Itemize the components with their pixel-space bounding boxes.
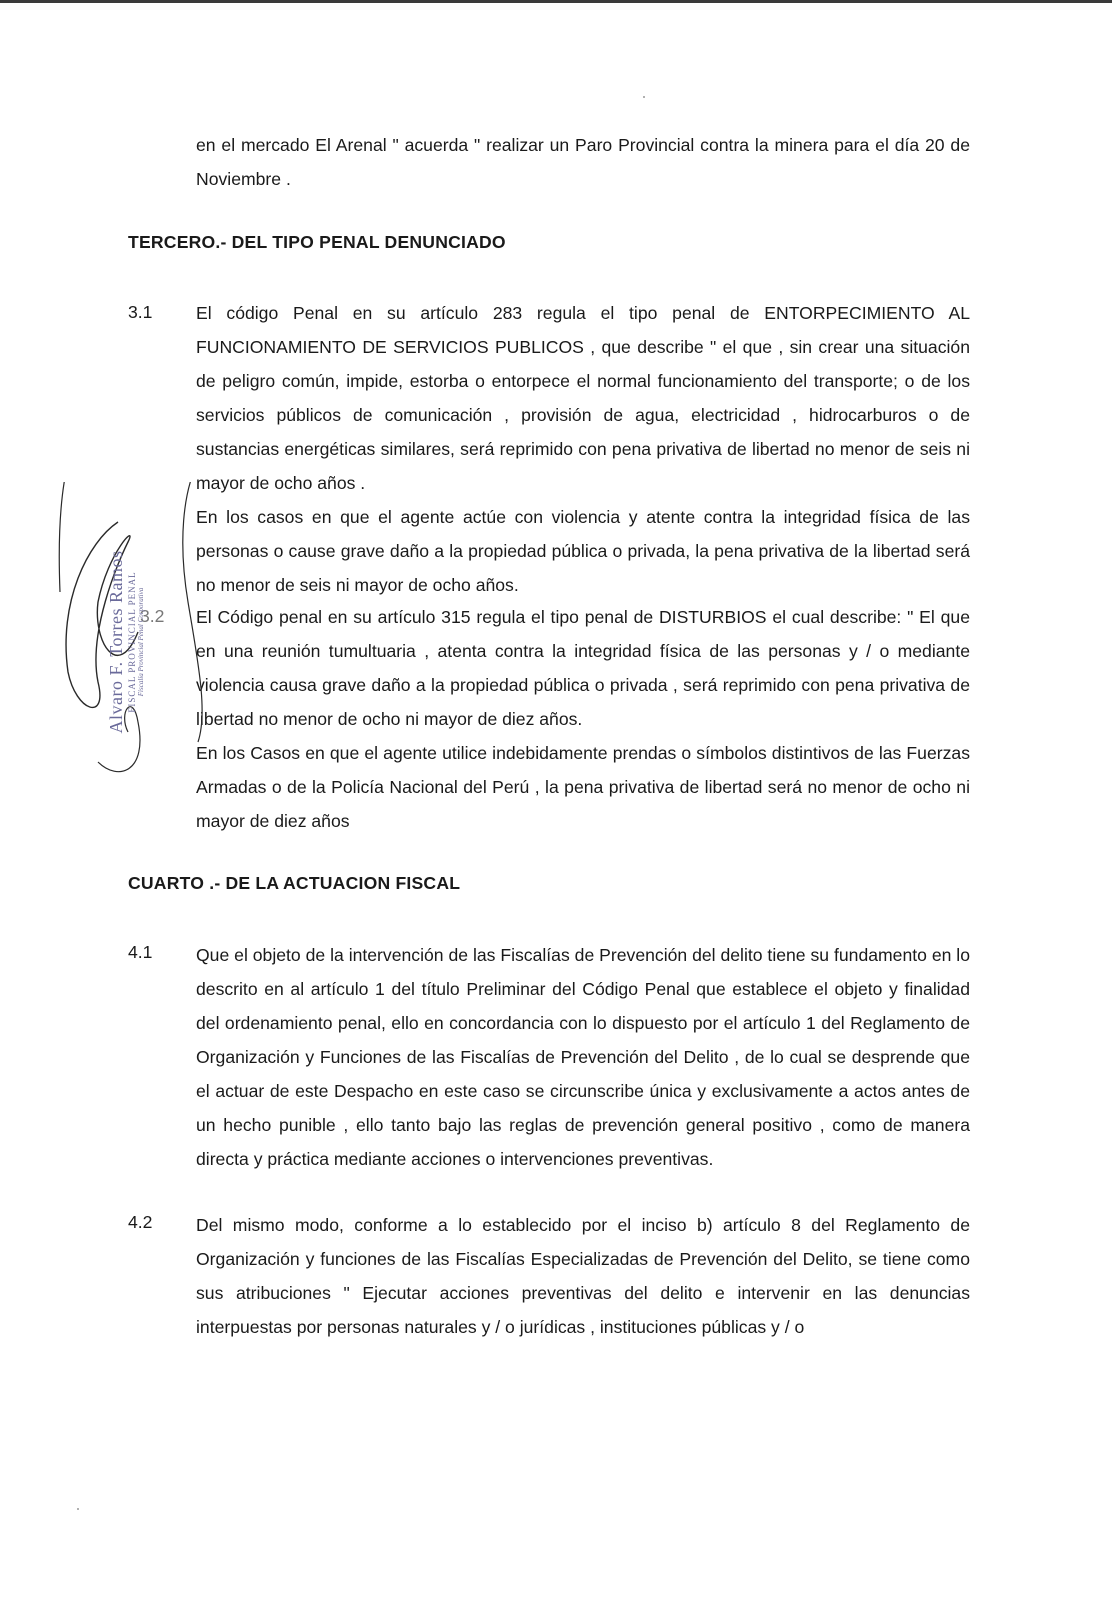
stamp-text: [106, 532, 145, 752]
item-4-2-number: 4.2: [128, 1212, 153, 1232]
item-3-2-paragraph-2: En los Casos en que el agente utilice indebidamente prendas o símbolos distintivos de las Fuerzas Armadas o de la Policía Nacional del Perú , la pena privativa de libertad será no menor de ocho ni mayor de diez años: [196, 743, 970, 831]
stamp-office: Fiscalía Provincial Penal Corporativa: [137, 587, 145, 697]
stamp-name: Alvaro F. Torres Ramos: [106, 550, 126, 734]
item-3-1-paragraph-1: El código Penal en su artículo 283 regula el tipo penal de ENTORPECIMIENTO AL FUNCIONAMIENTO DE SERVICIOS PUBLICOS , que describe " el que , sin crear una situación de peligro común, impide, estorba o entorpece el normal funcionamiento del transporte; o de los servicios públicos de comunicación , provisión de agua, electricidad , hidrocarburos o de sustancias energéticas similares, será reprimido con pena privativa de libertad no menor de seis ni mayor de ocho años .: [196, 303, 970, 493]
prosecutor-stamp: [58, 482, 198, 782]
item-4-1-number: 4.1: [128, 942, 153, 962]
section-4-heading: CUARTO .- DE LA ACTUACION FISCAL: [128, 873, 461, 893]
scan-speck: [643, 96, 645, 98]
stamp-role: FISCAL PROVINCIAL PENAL: [127, 571, 137, 713]
scan-speck: [77, 1508, 79, 1510]
signature-drawing: [58, 482, 258, 802]
item-4-1-paragraph: Que el objeto de la intervención de las Fiscalías de Prevención del delito tiene su fundamento en lo descrito en al artículo 1 del título Preliminar del Código Penal que establece el objeto y finalidad del ordenamiento penal, ello en concordancia con lo dispuesto por el artículo 1 del Reglamento de Organización y Funciones de las Fiscalías de Prevención del Delito , de lo cual se desprende que el actuar de este Despacho en este caso se circunscribe única y exclusivamente a actos antes de un hecho punible , ello tanto bajo las reglas de prevención general positivo , como de manera directa y práctica mediante acciones o intervenciones preventivas.: [196, 945, 970, 1169]
item-3-1-number: 3.1: [128, 302, 153, 322]
scan-top-border: [0, 0, 1112, 3]
intro-paragraph: en el mercado El Arenal " acuerda " realizar un Paro Provincial contra la minera para el día 20 de Noviembre .: [196, 135, 970, 189]
section-3-heading: TERCERO.- DEL TIPO PENAL DENUNCIADO: [128, 232, 506, 252]
item-3-1-paragraph-2: En los casos en que el agente actúe con violencia y atente contra la integridad física de las personas o cause grave daño a la propiedad pública o privada, la pena privativa de la libertad será no menor de seis ni mayor de ocho años.: [196, 507, 970, 595]
item-3-2-paragraph-1: El Código penal en su artículo 315 regula el tipo penal de DISTURBIOS el cual describe: " El que en una reunión tumultuaria , atenta contra la integridad física de las personas y / o mediante violencia causa grave daño a la propiedad pública o privada , será reprimido con pena privativa de libertad no menor de ocho ni mayor de diez años.: [196, 607, 970, 729]
item-4-2-paragraph: Del mismo modo, conforme a lo establecido por el inciso b) artículo 8 del Reglamento de Organización y funciones de las Fiscalías Especializadas de Prevención del Delito, se tiene como sus atribuciones " Ejecutar acciones preventivas del delito e intervenir en las denuncias interpuestas por personas naturales y / o jurídicas , instituciones públicas y / o: [196, 1215, 970, 1337]
item-3-2-number: 3.2: [140, 606, 165, 626]
